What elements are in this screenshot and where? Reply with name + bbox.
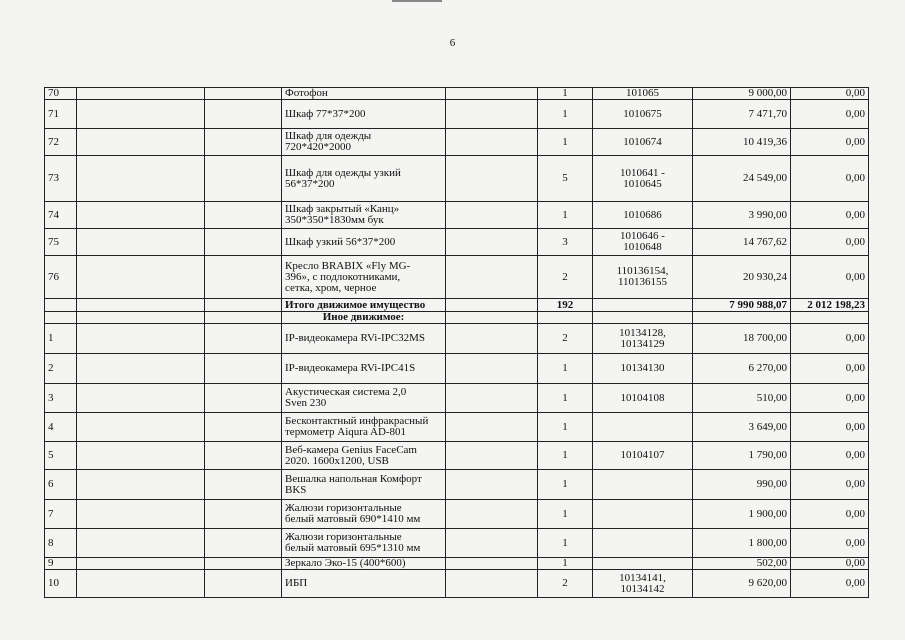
table-row xyxy=(45,156,869,202)
blank-cell xyxy=(77,229,205,256)
blank-cell xyxy=(77,156,205,202)
residual-value: 0,00 xyxy=(791,129,869,156)
blank-cell xyxy=(77,384,205,413)
inventory-number: 10104108 xyxy=(593,384,693,413)
blank-cell xyxy=(77,100,205,129)
inventory-number: 10134130 xyxy=(593,354,693,384)
page-number: 6 xyxy=(449,37,456,49)
quantity: 1 xyxy=(538,470,593,500)
blank-cell xyxy=(205,442,282,470)
quantity: 2 xyxy=(538,256,593,299)
quantity: 1 xyxy=(538,129,593,156)
inventory-number xyxy=(593,529,693,558)
table-body-top xyxy=(45,88,869,299)
row-number: 75 xyxy=(45,229,77,256)
table-body-other xyxy=(45,324,869,598)
inventory-number: 110136154, 110136155 xyxy=(593,256,693,299)
blank-cell xyxy=(446,570,538,598)
row-number: 2 xyxy=(45,354,77,384)
table-row xyxy=(45,558,869,570)
blank-cell xyxy=(446,384,538,413)
quantity: 1 xyxy=(538,529,593,558)
total-row xyxy=(45,299,869,312)
item-name: Веб-камера Genius FaceCam 2020. 1600x1200, USB xyxy=(282,442,446,470)
item-name: Фотофон xyxy=(282,88,446,100)
row-number: 3 xyxy=(45,384,77,413)
inventory-number: 10134128, 10134129 xyxy=(593,324,693,354)
cost: 1 900,00 xyxy=(693,500,791,529)
row-number: 74 xyxy=(45,202,77,229)
cost: 3 649,00 xyxy=(693,413,791,442)
blank-cell xyxy=(205,558,282,570)
quantity: 1 xyxy=(538,384,593,413)
residual-value: 0,00 xyxy=(791,100,869,129)
item-name: Шкаф узкий 56*37*200 xyxy=(282,229,446,256)
blank-cell xyxy=(446,100,538,129)
inventory-number: 1010641 - 1010645 xyxy=(593,156,693,202)
item-name: Жалюзи горизонтальные белый матовый 695*1310 мм xyxy=(282,529,446,558)
cost: 18 700,00 xyxy=(693,324,791,354)
row-number: 71 xyxy=(45,100,77,129)
table-row xyxy=(45,129,869,156)
residual-value: 0,00 xyxy=(791,229,869,256)
blank-cell xyxy=(205,324,282,354)
inventory-number xyxy=(593,470,693,500)
row-number: 10 xyxy=(45,570,77,598)
residual-value: 0,00 xyxy=(791,324,869,354)
item-name: Зеркало Эко-15 (400*600) xyxy=(282,558,446,570)
residual-value: 0,00 xyxy=(791,570,869,598)
table-row xyxy=(45,354,869,384)
residual-value: 0,00 xyxy=(791,88,869,100)
blank-cell xyxy=(205,570,282,598)
table-row xyxy=(45,256,869,299)
blank-cell xyxy=(205,129,282,156)
quantity: 2 xyxy=(538,570,593,598)
row-number: 70 xyxy=(45,88,77,100)
blank-cell xyxy=(205,100,282,129)
top-edge-mark xyxy=(392,0,442,2)
item-name: Бесконтактный инфракрасный термометр Aiqura AD-801 xyxy=(282,413,446,442)
cost: 3 990,00 xyxy=(693,202,791,229)
row-number: 8 xyxy=(45,529,77,558)
blank-cell xyxy=(205,470,282,500)
inventory-number: 1010646 - 1010648 xyxy=(593,229,693,256)
quantity: 1 xyxy=(538,413,593,442)
table-row xyxy=(45,529,869,558)
item-name: Шкаф для одежды узкий 56*37*200 xyxy=(282,156,446,202)
quantity: 5 xyxy=(538,156,593,202)
cost: 502,00 xyxy=(693,558,791,570)
blank-cell xyxy=(205,202,282,229)
inventory-number: 10104107 xyxy=(593,442,693,470)
table-row xyxy=(45,500,869,529)
inventory-number: 101065 xyxy=(593,88,693,100)
blank-cell xyxy=(205,354,282,384)
blank-cell xyxy=(446,256,538,299)
residual-value: 0,00 xyxy=(791,470,869,500)
blank-cell xyxy=(77,202,205,229)
blank-cell xyxy=(77,558,205,570)
cost: 7 471,70 xyxy=(693,100,791,129)
blank-cell xyxy=(446,354,538,384)
residual-value: 0,00 xyxy=(791,529,869,558)
item-name: Кресло BRABIX «Fly MG- 396», с подлокотниками, сетка, хром, черное xyxy=(282,256,446,299)
quantity: 1 xyxy=(538,500,593,529)
table-summary xyxy=(45,299,869,324)
inventory-number xyxy=(593,413,693,442)
residual-value: 0,00 xyxy=(791,156,869,202)
blank-cell xyxy=(205,413,282,442)
cost: 24 549,00 xyxy=(693,156,791,202)
row-number: 5 xyxy=(45,442,77,470)
blank-cell xyxy=(446,88,538,100)
blank-cell xyxy=(205,88,282,100)
quantity: 1 xyxy=(538,202,593,229)
blank-cell xyxy=(77,529,205,558)
residual-value: 0,00 xyxy=(791,256,869,299)
residual-value: 0,00 xyxy=(791,354,869,384)
residual-value: 0,00 xyxy=(791,500,869,529)
blank-cell xyxy=(77,470,205,500)
item-name: IP-видеокамера RVi-IPC32MS xyxy=(282,324,446,354)
residual-value: 0,00 xyxy=(791,442,869,470)
cost: 6 270,00 xyxy=(693,354,791,384)
quantity: 1 xyxy=(538,442,593,470)
blank-cell xyxy=(446,202,538,229)
item-name: Акустическая система 2,0 Sven 230 xyxy=(282,384,446,413)
quantity: 1 xyxy=(538,354,593,384)
blank-cell xyxy=(205,500,282,529)
cost: 1 800,00 xyxy=(693,529,791,558)
total-cost: 7 990 988,07 xyxy=(693,299,791,312)
row-number: 7 xyxy=(45,500,77,529)
row-number: 76 xyxy=(45,256,77,299)
table-row xyxy=(45,413,869,442)
section-row xyxy=(45,312,869,324)
residual-value: 0,00 xyxy=(791,384,869,413)
table-row xyxy=(45,570,869,598)
inventory-number xyxy=(593,558,693,570)
quantity: 2 xyxy=(538,324,593,354)
inventory-number xyxy=(593,500,693,529)
inventory-number: 1010675 xyxy=(593,100,693,129)
quantity: 1 xyxy=(538,88,593,100)
quantity: 1 xyxy=(538,100,593,129)
blank-cell xyxy=(77,88,205,100)
table-row xyxy=(45,442,869,470)
blank-cell xyxy=(205,256,282,299)
blank-cell xyxy=(446,156,538,202)
residual-value: 0,00 xyxy=(791,413,869,442)
total-qty: 192 xyxy=(538,299,593,312)
blank-cell xyxy=(446,442,538,470)
inventory-table xyxy=(44,87,869,598)
blank-cell xyxy=(446,324,538,354)
quantity: 1 xyxy=(538,558,593,570)
blank-cell xyxy=(77,354,205,384)
item-name: Жалюзи горизонтальные белый матовый 690*1410 мм xyxy=(282,500,446,529)
blank-cell xyxy=(446,529,538,558)
row-number: 72 xyxy=(45,129,77,156)
row-number: 6 xyxy=(45,470,77,500)
item-name: Вешалка напольная Комфорт BKS xyxy=(282,470,446,500)
total-label: Итого движимое имущество xyxy=(282,299,446,312)
cost: 990,00 xyxy=(693,470,791,500)
cost: 1 790,00 xyxy=(693,442,791,470)
cost: 9 620,00 xyxy=(693,570,791,598)
blank-cell xyxy=(77,570,205,598)
table-row xyxy=(45,324,869,354)
row-number: 1 xyxy=(45,324,77,354)
residual-value: 0,00 xyxy=(791,558,869,570)
item-name: IP-видеокамера RVi-IPC41S xyxy=(282,354,446,384)
blank-cell xyxy=(77,256,205,299)
table-row xyxy=(45,229,869,256)
residual-value: 0,00 xyxy=(791,202,869,229)
blank-cell xyxy=(77,129,205,156)
blank-cell xyxy=(446,229,538,256)
inventory-number: 1010674 xyxy=(593,129,693,156)
table-row xyxy=(45,100,869,129)
item-name: Шкаф закрытый «Канц» 350*350*1830мм бук xyxy=(282,202,446,229)
total-rest: 2 012 198,23 xyxy=(791,299,869,312)
table-row xyxy=(45,470,869,500)
blank-cell xyxy=(77,500,205,529)
table-row xyxy=(45,202,869,229)
blank-cell xyxy=(77,413,205,442)
cost: 14 767,62 xyxy=(693,229,791,256)
cost: 9 000,00 xyxy=(693,88,791,100)
blank-cell xyxy=(205,384,282,413)
cost: 510,00 xyxy=(693,384,791,413)
blank-cell xyxy=(205,156,282,202)
cost: 10 419,36 xyxy=(693,129,791,156)
quantity: 3 xyxy=(538,229,593,256)
row-number: 4 xyxy=(45,413,77,442)
blank-cell xyxy=(205,529,282,558)
item-name: ИБП xyxy=(282,570,446,598)
item-name: Шкаф 77*37*200 xyxy=(282,100,446,129)
blank-cell xyxy=(446,413,538,442)
item-name: Шкаф для одежды 720*420*2000 xyxy=(282,129,446,156)
table-row xyxy=(45,384,869,413)
section-label: Иное движимое: xyxy=(282,312,446,324)
inventory-number: 1010686 xyxy=(593,202,693,229)
blank-cell xyxy=(446,558,538,570)
blank-cell xyxy=(446,500,538,529)
inventory-number: 10134141, 10134142 xyxy=(593,570,693,598)
blank-cell xyxy=(77,442,205,470)
blank-cell xyxy=(77,324,205,354)
row-number: 9 xyxy=(45,558,77,570)
table-row xyxy=(45,88,869,100)
row-number: 73 xyxy=(45,156,77,202)
blank-cell xyxy=(446,470,538,500)
blank-cell xyxy=(446,129,538,156)
cost: 20 930,24 xyxy=(693,256,791,299)
blank-cell xyxy=(205,229,282,256)
